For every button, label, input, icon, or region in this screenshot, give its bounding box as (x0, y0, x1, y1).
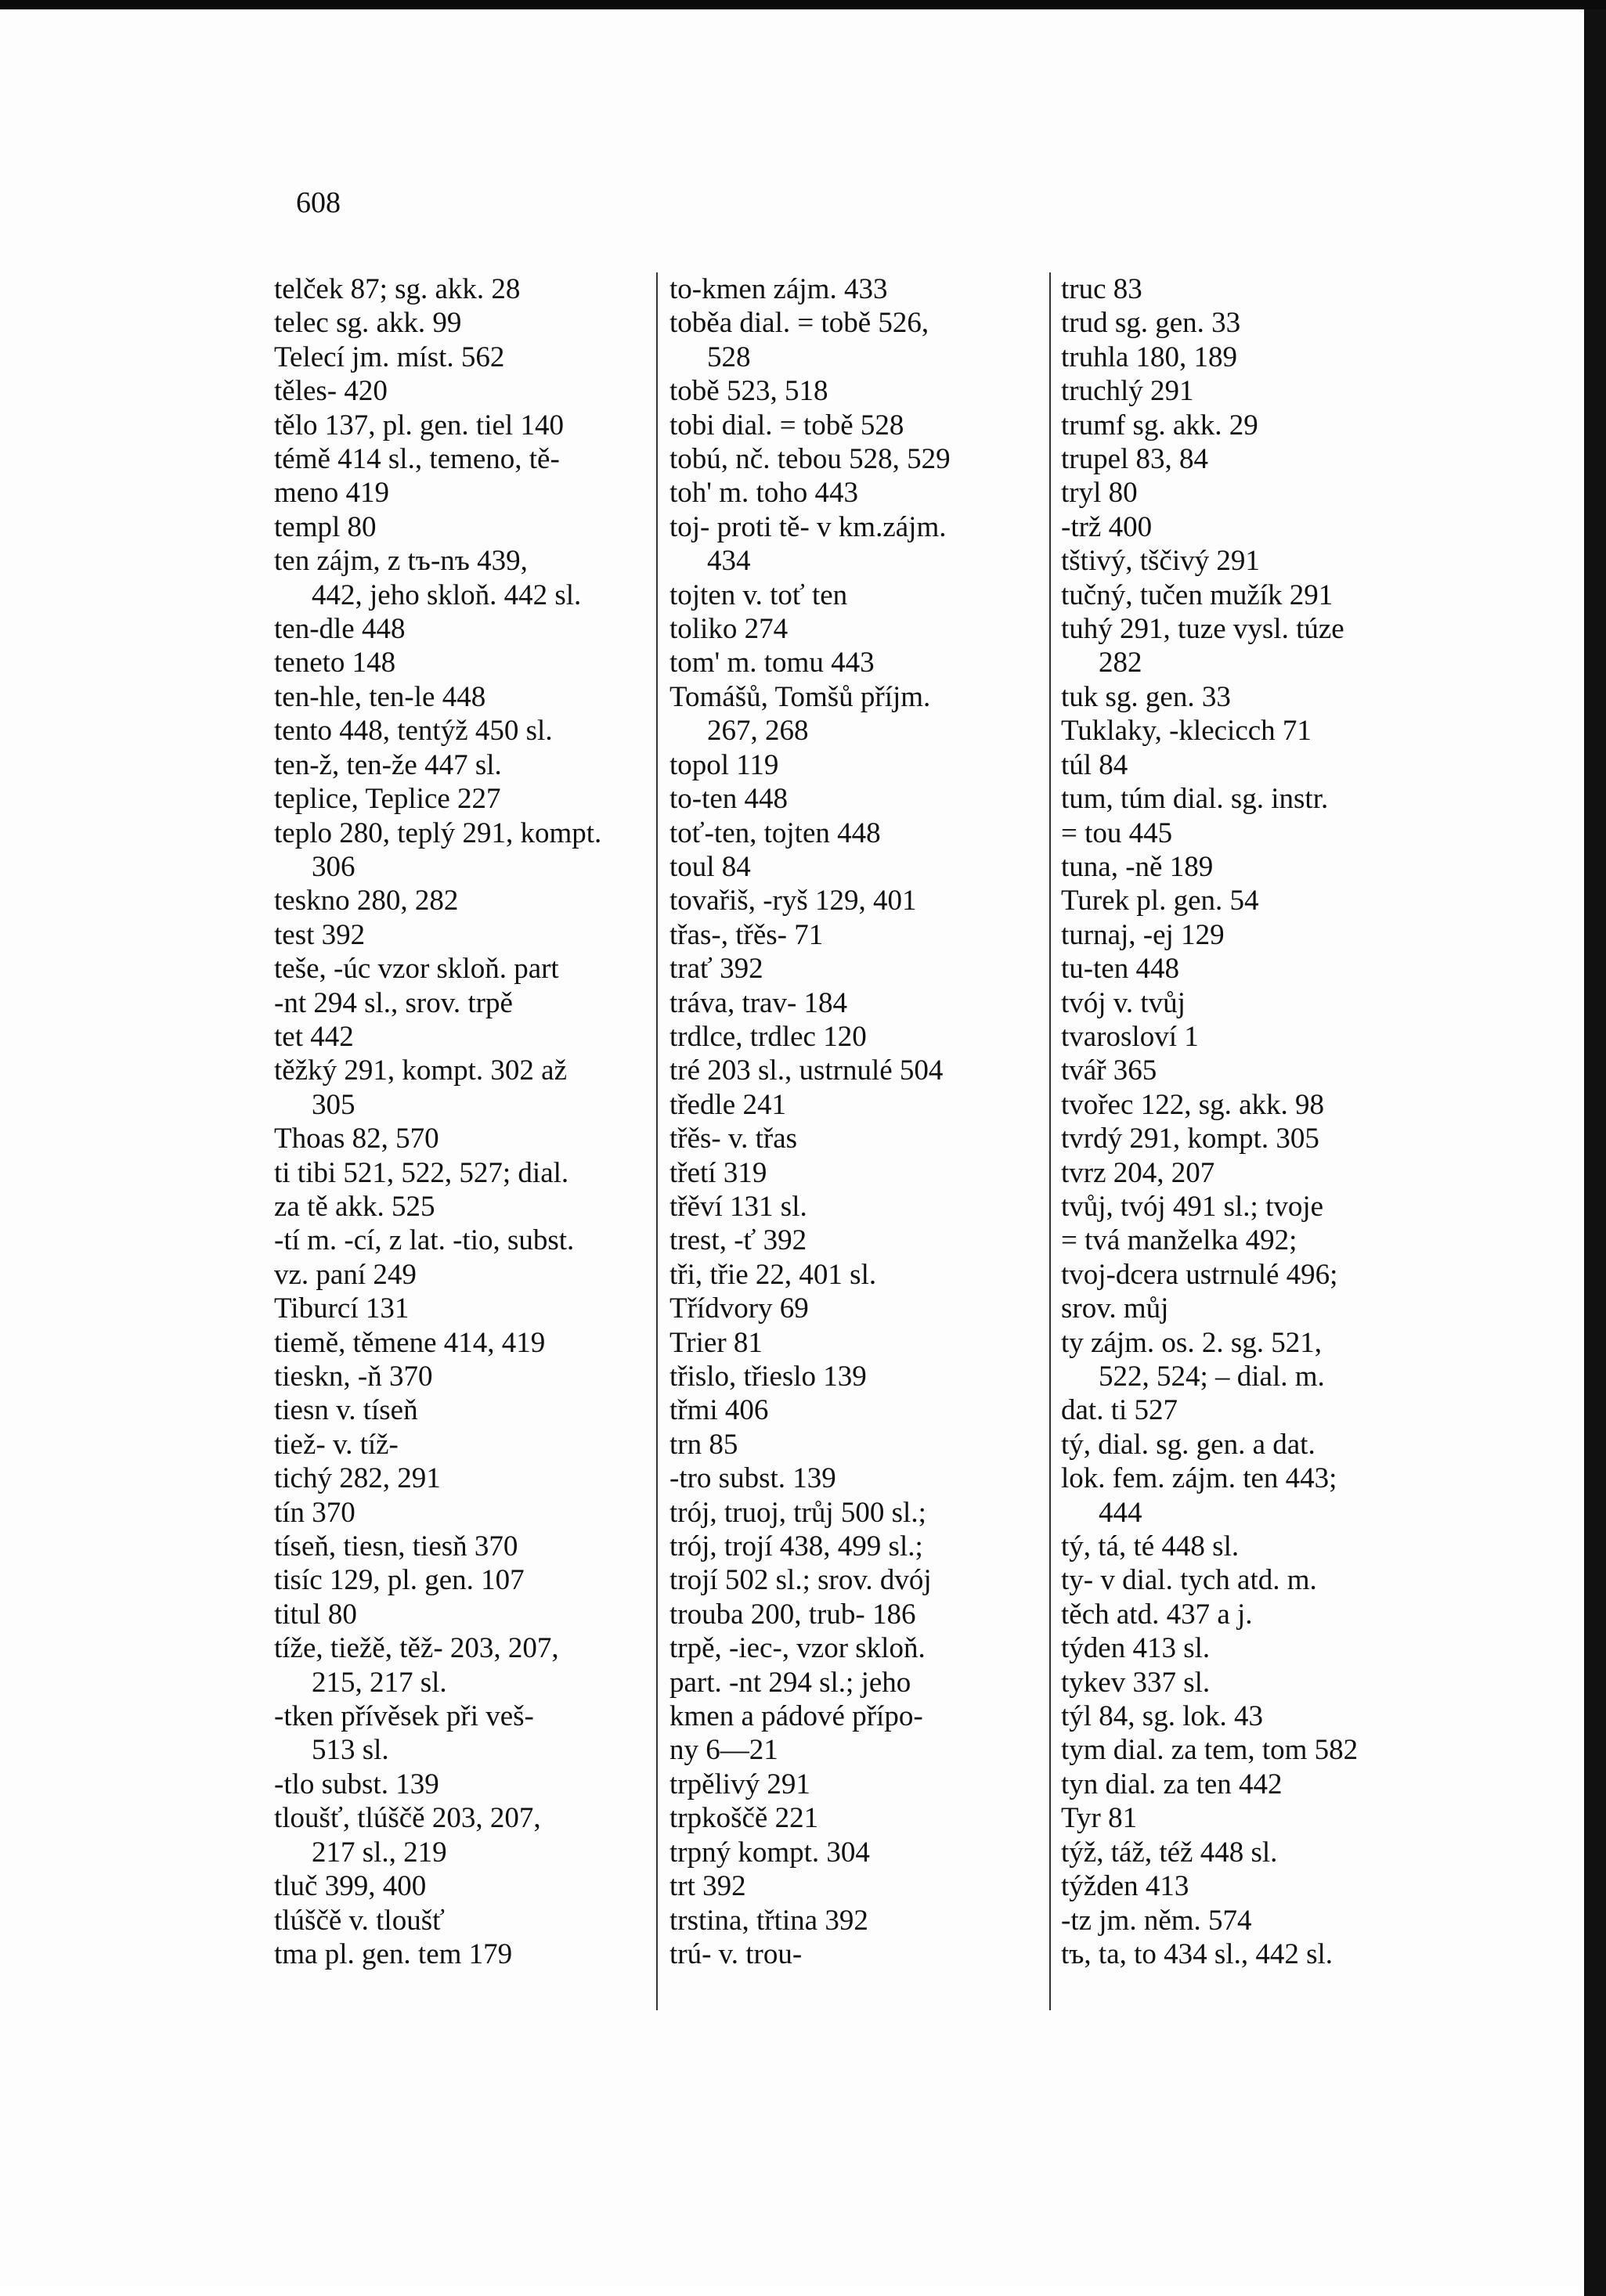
index-entry-line: trumf sg. akk. 29 (1061, 409, 1258, 442)
index-entry-line: trpě, -iec-, vzor skloň. (669, 1632, 926, 1665)
index-entry-line: meno 419 (274, 477, 389, 510)
index-entry-line: Tiburcí 131 (274, 1292, 410, 1325)
index-entry-line: třas-, třěs- 71 (669, 918, 824, 951)
index-entry-line: tuna, -ně 189 (1061, 850, 1214, 883)
page-number: 608 (296, 186, 341, 219)
index-entry-line: tvář 365 (1061, 1054, 1157, 1087)
index-entry-line: třmi 406 (669, 1394, 769, 1427)
index-entry-line: vz. paní 249 (274, 1258, 417, 1291)
index-entry-line: tu-ten 448 (1061, 953, 1180, 986)
index-entry-line: ty- v dial. tych atd. m. (1061, 1564, 1317, 1597)
index-entry-line: túl 84 (1061, 748, 1128, 781)
index-entry-line: kmen a pádové přípo- (669, 1700, 923, 1733)
index-entry-line: tré 203 sl., ustrnulé 504 (669, 1054, 944, 1087)
index-entry-line: ten-hle, ten-le 448 (274, 680, 486, 713)
index-entry-line: třislo, třieslo 139 (669, 1361, 867, 1393)
index-entry-line: lok. fem. zájm. ten 443; (1061, 1462, 1337, 1495)
index-entry-line: trn 85 (669, 1428, 738, 1461)
index-entry-line: = tvá manželka 492; (1061, 1224, 1297, 1257)
index-entry-line: tobú, nč. tebou 528, 529 (669, 443, 951, 476)
index-entry-line: tiemě, těmene 414, 419 (274, 1326, 546, 1359)
index-entry-line: toliko 274 (669, 613, 789, 646)
index-entry-line: tum, túm dial. sg. instr. (1061, 783, 1329, 816)
index-entry-line: témě 414 sl., temeno, tě- (274, 443, 560, 476)
index-entry-line: -tí m. -cí, z lat. -tio, subst. (274, 1224, 575, 1257)
index-entry-line: srov. můj (1061, 1292, 1169, 1325)
index-entry-line: turnaj, -ej 129 (1061, 918, 1225, 951)
index-entry-line: toh' m. toho 443 (669, 477, 859, 510)
index-entry-line: trstina, třtina 392 (669, 1904, 868, 1937)
index-entry-line: trpělivý 291 (669, 1768, 810, 1800)
index-entry-line: tykev 337 sl. (1061, 1666, 1211, 1699)
index-entry-line: tisíc 129, pl. gen. 107 (274, 1564, 525, 1597)
index-entry-line: tieskn, -ň 370 (274, 1361, 433, 1393)
index-entry-line: třěví 131 sl. (669, 1190, 807, 1223)
index-entry-line: 217 sl., 219 (312, 1836, 447, 1869)
index-entry-line: trpkoščě 221 (669, 1802, 819, 1835)
index-entry-line: tъ, ta, to 434 sl., 442 sl. (1061, 1937, 1334, 1970)
index-entry-line: tluč 399, 400 (274, 1870, 427, 1903)
index-entry-line: test 392 (274, 918, 366, 951)
index-entry-line: trój, truoj, trůj 500 sl.; (669, 1496, 926, 1529)
index-entry-line: trouba 200, trub- 186 (669, 1598, 916, 1631)
index-entry-line: 305 (312, 1088, 355, 1121)
index-entry-line: týden 413 sl. (1061, 1632, 1211, 1665)
index-entry-line: těžký 291, kompt. 302 až (274, 1054, 568, 1087)
index-entry-line: tíže, tiežě, těž- 203, 207, (274, 1632, 559, 1665)
index-entry-line: třěs- v. třas (669, 1123, 798, 1155)
index-entry-line: tichý 282, 291 (274, 1462, 441, 1495)
index-entry-line: Telecí jm. míst. 562 (274, 341, 505, 373)
index-entry-line: tštivý, tščivý 291 (1061, 545, 1260, 578)
scan-edge (1584, 9, 1606, 2296)
index-entry-line: třetí 319 (669, 1156, 767, 1189)
index-entry-line: 513 sl. (312, 1734, 389, 1767)
index-entry-line: ti tibi 521, 522, 527; dial. (274, 1156, 569, 1189)
index-entry-line: tý, tá, té 448 sl. (1061, 1530, 1240, 1563)
index-entry-line: trud sg. gen. 33 (1061, 307, 1241, 340)
index-entry-line: tom' m. tomu 443 (669, 647, 875, 679)
index-entry-line: trój, trojí 438, 499 sl.; (669, 1530, 923, 1563)
index-entry-line: ten-ž, ten-že 447 sl. (274, 748, 502, 781)
index-entry-line: Tuklaky, -klecicch 71 (1061, 715, 1312, 748)
index-entry-line: tobě 523, 518 (669, 375, 828, 408)
index-entry-line: ten-dle 448 (274, 613, 406, 646)
index-entry-line: trpný kompt. 304 (669, 1836, 870, 1869)
index-entry-line: Trier 81 (669, 1326, 763, 1359)
index-entry-line: tobi dial. = tobě 528 (669, 409, 904, 442)
index-entry-line: tiež- v. tíž- (274, 1428, 399, 1461)
index-entry-line: truc 83 (1061, 273, 1142, 305)
index-entry-line: tyn dial. za ten 442 (1061, 1768, 1283, 1800)
index-entry-line: -nt 294 sl., srov. trpě (274, 986, 513, 1019)
index-entry-line: truchlý 291 (1061, 375, 1194, 408)
index-entry-line: tvůj, tvój 491 sl.; tvoje (1061, 1190, 1324, 1223)
index-entry-line: tym dial. za tem, tom 582 (1061, 1734, 1359, 1767)
index-entry-line: tuhý 291, tuze vysl. túze (1061, 613, 1344, 646)
index-entry-line: to-kmen zájm. 433 (669, 273, 888, 305)
index-entry-line: tma pl. gen. tem 179 (274, 1937, 513, 1970)
index-entry-line: toběa dial. = tobě 526, (669, 307, 929, 340)
index-entry-line: tučný, tučen mužík 291 (1061, 579, 1334, 611)
column-divider (1049, 272, 1051, 2010)
index-entry-line: templ 80 (274, 510, 377, 543)
index-entry-line: Tyr 81 (1061, 1802, 1138, 1835)
index-entry-line: to-ten 448 (669, 783, 789, 816)
index-entry-line: Třídvory 69 (669, 1292, 809, 1325)
index-entry-line: telček 87; sg. akk. 28 (274, 273, 521, 305)
index-entry-line: tloušť, tlúščě 203, 207, (274, 1802, 541, 1835)
index-entry-line: 215, 217 sl. (312, 1666, 447, 1699)
index-entry-line: Thoas 82, 570 (274, 1123, 439, 1155)
index-entry-line: teplice, Teplice 227 (274, 783, 501, 816)
index-entry-line: telec sg. akk. 99 (274, 307, 462, 340)
index-entry-line: tý, dial. sg. gen. a dat. (1061, 1428, 1315, 1461)
index-entry-line: trojí 502 sl.; srov. dvój (669, 1564, 932, 1597)
index-entry-line: ny 6—21 (669, 1734, 778, 1767)
index-entry-line: tvořec 122, sg. akk. 98 (1061, 1088, 1325, 1121)
index-entry-line: part. -nt 294 sl.; jeho (669, 1666, 911, 1699)
index-entry-line: trest, -ť 392 (669, 1224, 807, 1257)
index-entry-line: 444 (1099, 1496, 1142, 1529)
index-entry-line: -tken přívěsek při veš- (274, 1700, 534, 1733)
index-entry-line: 267, 268 (707, 715, 809, 748)
index-entry-line: 528 (707, 341, 751, 373)
index-entry-line: 282 (1099, 647, 1142, 679)
index-entry-line: trať 392 (669, 953, 763, 986)
index-entry-line: tělo 137, pl. gen. tiel 140 (274, 409, 564, 442)
index-entry-line: tředle 241 (669, 1088, 786, 1121)
index-entry-line: tín 370 (274, 1496, 355, 1529)
index-entry-line: toť-ten, tojten 448 (669, 816, 881, 849)
index-entry-line: Turek pl. gen. 54 (1061, 885, 1259, 917)
index-entry-line: titul 80 (274, 1598, 357, 1631)
index-entry-line: 522, 524; – dial. m. (1099, 1361, 1325, 1393)
index-entry-line: -tro subst. 139 (669, 1462, 836, 1495)
index-column-2 (669, 272, 1045, 1971)
index-entry-line: těch atd. 437 a j. (1061, 1598, 1253, 1631)
index-entry-line: tento 448, tentýž 450 sl. (274, 715, 553, 748)
index-entry-line: tovařiš, -ryš 129, 401 (669, 885, 917, 917)
index-entry-line: trupel 83, 84 (1061, 443, 1209, 476)
index-entry-line: 434 (707, 545, 751, 578)
index-entry-line: tryl 80 (1061, 477, 1138, 510)
index-entry-line: tvarosloví 1 (1061, 1020, 1199, 1053)
index-entry-line: toj- proti tě- v km.zájm. (669, 510, 947, 543)
index-entry-line: teplo 280, teplý 291, kompt. (274, 816, 602, 849)
index-entry-line: dat. ti 527 (1061, 1394, 1178, 1427)
index-entry-line: týl 84, sg. lok. 43 (1061, 1700, 1263, 1733)
index-entry-line: 306 (312, 850, 355, 883)
index-entry-line: tráva, trav- 184 (669, 986, 848, 1019)
index-entry-line: tet 442 (274, 1020, 354, 1053)
index-entry-line: topol 119 (669, 748, 779, 781)
index-entry-line: těles- 420 (274, 375, 388, 408)
index-entry-line: = tou 445 (1061, 816, 1173, 849)
column-divider (656, 272, 658, 2010)
index-entry-line: -tlo subst. 139 (274, 1768, 439, 1800)
index-entry-line: tlúščě v. tloušť (274, 1904, 445, 1937)
index-entry-line: za tě akk. 525 (274, 1190, 435, 1223)
index-entry-line: toul 84 (669, 850, 751, 883)
index-entry-line: ten zájm, z tъ-nъ 439, (274, 545, 528, 578)
index-entry-line: trt 392 (669, 1870, 746, 1903)
index-entry-line: tři, třie 22, 401 sl. (669, 1258, 877, 1291)
index-entry-line: ty zájm. os. 2. sg. 521, (1061, 1326, 1322, 1359)
index-entry-line: tvoj-dcera ustrnulé 496; (1061, 1258, 1338, 1291)
index-entry-line: trú- v. trou- (669, 1937, 803, 1970)
index-entry-line: teskno 280, 282 (274, 885, 459, 917)
index-entry-line: 442, jeho skloň. 442 sl. (312, 579, 582, 611)
index-entry-line: Tomášů, Tomšů příjm. (669, 680, 931, 713)
index-entry-line: -tz jm. něm. 574 (1061, 1904, 1252, 1937)
index-column-3 (1061, 272, 1453, 1971)
index-entry-line: týž, táž, též 448 sl. (1061, 1836, 1278, 1869)
index-entry-line: teše, -úc vzor skloň. part (274, 953, 559, 986)
index-entry-line: tíseň, tiesn, tiesň 370 (274, 1530, 518, 1563)
index-entry-line: tvrz 204, 207 (1061, 1156, 1215, 1189)
index-entry-line: teneto 148 (274, 647, 396, 679)
index-entry-line: týžden 413 (1061, 1870, 1189, 1903)
index-entry-line: tvój v. tvůj (1061, 986, 1186, 1019)
index-entry-line: tiesn v. tíseň (274, 1394, 418, 1427)
index-entry-line: -trž 400 (1061, 510, 1153, 543)
index-entry-line: tuk sg. gen. 33 (1061, 680, 1231, 713)
index-column-1 (274, 272, 666, 1971)
index-entry-line: truhla 180, 189 (1061, 341, 1238, 373)
index-entry-line: trdlce, trdlec 120 (669, 1020, 867, 1053)
index-entry-line: tojten v. toť ten (669, 579, 848, 611)
index-entry-line: tvrdý 291, kompt. 305 (1061, 1123, 1319, 1155)
